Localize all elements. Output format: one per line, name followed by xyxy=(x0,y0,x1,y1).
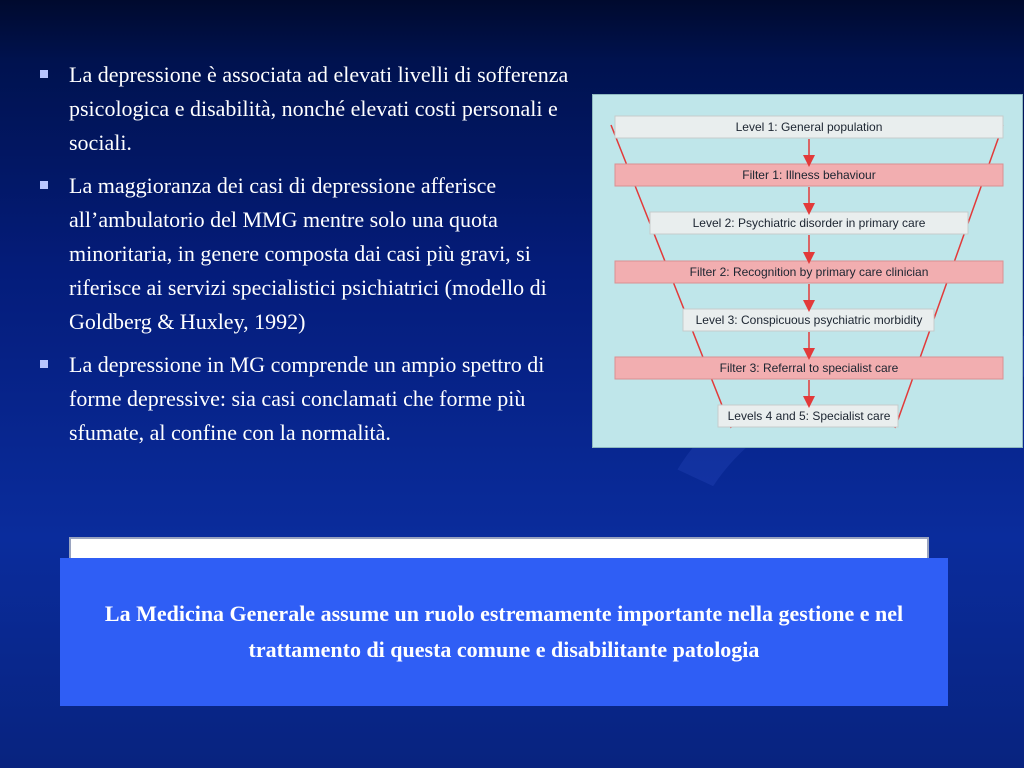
filter-1-label: Filter 1: Illness behaviour xyxy=(742,168,876,182)
filter-funnel-diagram xyxy=(593,95,1024,449)
callout-box xyxy=(60,558,948,706)
bullet-list xyxy=(38,58,578,459)
callout-text: La Medicina Generale assume un ruolo estremamente importante nella gestione e nel trattamento di questa comune e disabilitante patologia xyxy=(104,601,904,662)
level-3-label: Level 3: Conspicuous psychiatric morbidity xyxy=(695,313,923,327)
filter-2-label: Filter 2: Recognition by primary care clinician xyxy=(689,265,929,279)
level-45-label: Levels 4 and 5: Specialist care xyxy=(727,409,891,423)
bullet-text-2: La maggioranza dei casi di depressione afferisce all’ambulatorio del MMG mentre solo una quota minoritaria, in genere composta dai casi più gravi, si riferisce ai servizi specialistici psichiatrici (modello di Goldberg & Huxley, 1992) xyxy=(69,173,547,334)
filter-3-label: Filter 3: Referral to specialist care xyxy=(719,361,899,375)
bullet-text-1: La depressione è associata ad elevati livelli di sofferenza psicologica e disabilità, nonché elevati costi personali e sociali. xyxy=(69,62,569,155)
goldberg-huxley-diagram xyxy=(592,94,1023,448)
bullet-item-3 xyxy=(38,348,578,450)
square-bullet-icon xyxy=(40,360,48,368)
level-2-label: Level 2: Psychiatric disorder in primary care xyxy=(692,216,926,230)
bullet-text-3: La depressione in MG comprende un ampio spettro di forme depressive: sia casi conclamati che forme più sfumate, al confine con la normalità. xyxy=(69,352,545,445)
square-bullet-icon xyxy=(40,70,48,78)
bullet-item-2 xyxy=(38,169,578,339)
bullet-item-1 xyxy=(38,58,578,160)
square-bullet-icon xyxy=(40,181,48,189)
level-1-label: Level 1: General population xyxy=(735,120,883,134)
